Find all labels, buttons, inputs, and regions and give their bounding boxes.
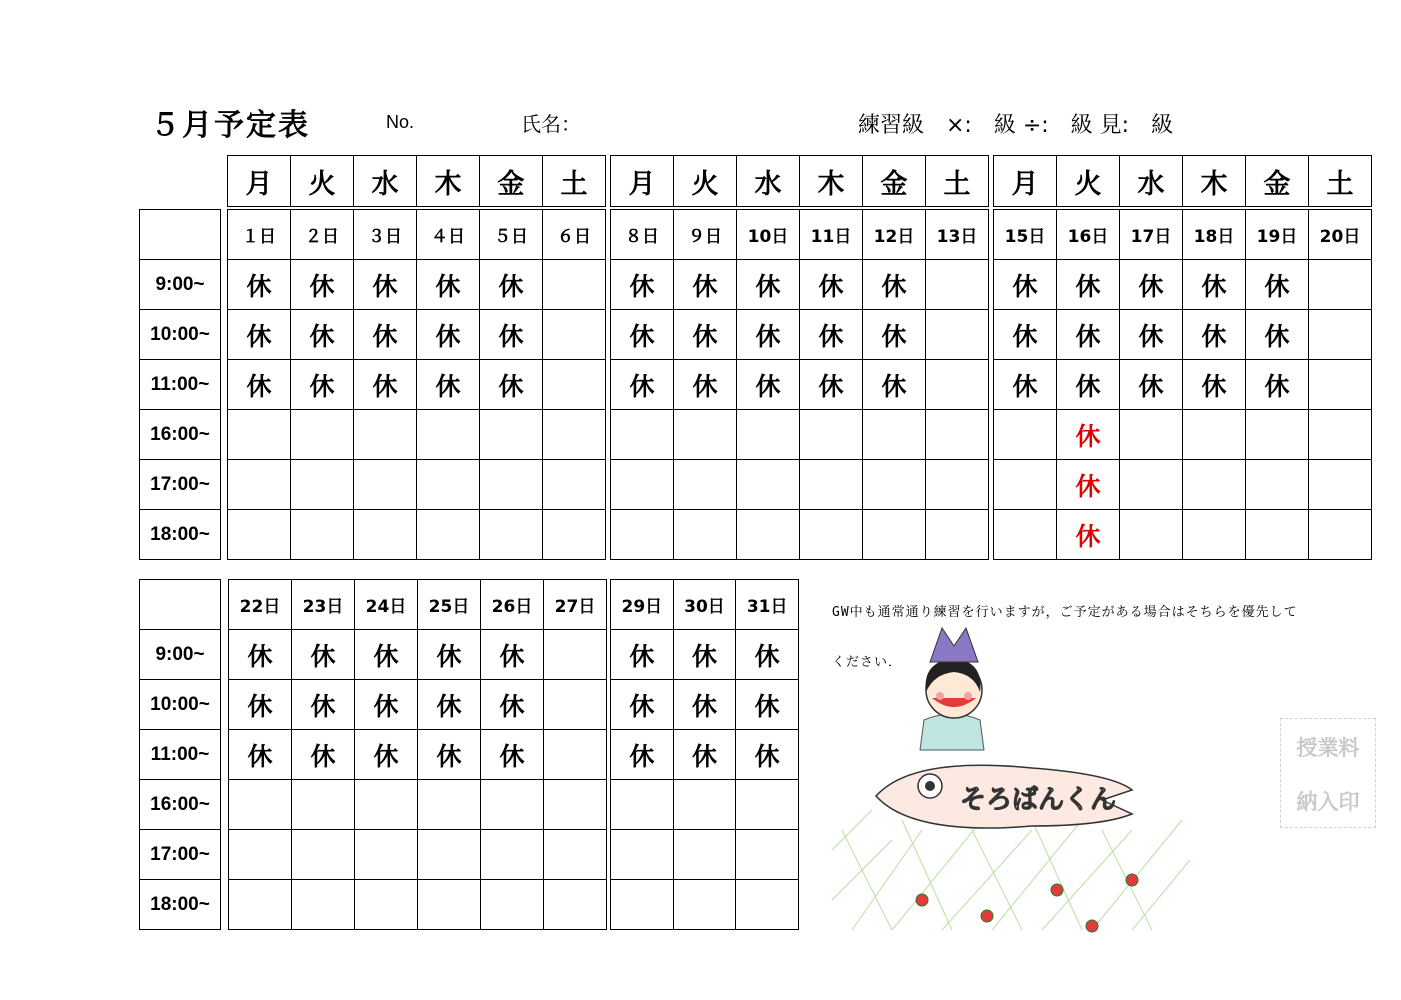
holiday-cell: 休: [481, 730, 544, 780]
schedule-cell: [481, 830, 544, 880]
schedule-cell: [543, 410, 606, 460]
schedule-cell: [291, 410, 354, 460]
schedule-cell: [354, 410, 417, 460]
date-cell: 29日: [611, 580, 674, 630]
schedule-cell: [674, 510, 737, 560]
schedule-cell: [736, 880, 799, 930]
holiday-cell: 休: [292, 730, 355, 780]
schedule-cell: [480, 410, 543, 460]
holiday-cell: 休: [229, 730, 292, 780]
schedule-cell: [544, 680, 607, 730]
date-cell: ２日: [291, 210, 354, 260]
holiday-cell: 休: [737, 260, 800, 310]
schedule-cell: [1246, 410, 1309, 460]
stamp-line-2: 納入印: [1296, 790, 1360, 814]
schedule-cell: [544, 780, 607, 830]
holiday-cell: 休: [355, 680, 418, 730]
schedule-cell: [926, 460, 989, 510]
schedule-cell: [417, 410, 480, 460]
schedule-cell: [228, 410, 291, 460]
holiday-cell: 休: [1057, 510, 1120, 560]
weekday-header-block-3: [993, 155, 1372, 207]
time-column-top: [139, 209, 221, 560]
date-cell: 17日: [1120, 210, 1183, 260]
date-cell: 26日: [481, 580, 544, 630]
schedule-cell: [292, 830, 355, 880]
schedule-cell: [229, 830, 292, 880]
schedule-cell: [1309, 260, 1372, 310]
holiday-cell: 休: [292, 630, 355, 680]
holiday-cell: 休: [863, 310, 926, 360]
date-cell: 12日: [863, 210, 926, 260]
holiday-cell: 休: [480, 310, 543, 360]
schedule-cell: [229, 780, 292, 830]
schedule-cell: [611, 460, 674, 510]
schedule-cell: [926, 260, 989, 310]
schedule-cell: [1246, 510, 1309, 560]
schedule-cell: [481, 880, 544, 930]
holiday-cell: 休: [1246, 310, 1309, 360]
weekday-cell: 木: [1183, 156, 1246, 207]
holiday-cell: 休: [354, 360, 417, 410]
time-slot-label: 16:00~: [140, 410, 221, 460]
schedule-cell: [228, 510, 291, 560]
date-cell: 30日: [673, 580, 736, 630]
student-number-label: No.: [386, 112, 415, 132]
schedule-cell: [611, 880, 674, 930]
schedule-cell: [737, 410, 800, 460]
schedule-cell: [544, 830, 607, 880]
schedule-cell: [228, 460, 291, 510]
schedule-cell: [737, 460, 800, 510]
date-cell: 15日: [994, 210, 1057, 260]
schedule-cell: [480, 510, 543, 560]
holiday-cell: 休: [1120, 260, 1183, 310]
holiday-cell: 休: [1057, 410, 1120, 460]
schedule-cell: [611, 510, 674, 560]
holiday-cell: 休: [291, 310, 354, 360]
weekday-cell: 月: [994, 156, 1057, 207]
time-slot-label: 10:00~: [140, 310, 221, 360]
holiday-cell: 休: [994, 360, 1057, 410]
date-cell: ４日: [417, 210, 480, 260]
date-cell: ８日: [611, 210, 674, 260]
holiday-cell: 休: [229, 630, 292, 680]
schedule-cell: [736, 830, 799, 880]
holiday-cell: 休: [737, 360, 800, 410]
weekday-header-block-1: [227, 155, 606, 207]
schedule-cell: [355, 830, 418, 880]
holiday-cell: 休: [355, 630, 418, 680]
date-block-4: [228, 579, 607, 930]
holiday-cell: 休: [228, 360, 291, 410]
schedule-cell: [994, 410, 1057, 460]
holiday-cell: 休: [418, 630, 481, 680]
schedule-cell: [673, 880, 736, 930]
schedule-cell: [1120, 510, 1183, 560]
holiday-cell: 休: [417, 310, 480, 360]
holiday-cell: 休: [674, 360, 737, 410]
holiday-cell: 休: [1246, 360, 1309, 410]
date-block-3: [993, 209, 1372, 560]
schedule-cell: [292, 880, 355, 930]
holiday-cell: 休: [354, 310, 417, 360]
date-cell: 18日: [1183, 210, 1246, 260]
time-header-blank: [140, 580, 221, 630]
schedule-cell: [926, 360, 989, 410]
holiday-cell: 休: [673, 680, 736, 730]
schedule-cell: [355, 880, 418, 930]
schedule-cell: [1246, 460, 1309, 510]
holiday-cell: 休: [1183, 310, 1246, 360]
date-cell: 23日: [292, 580, 355, 630]
stamp-line-1: 授業料: [1296, 736, 1360, 760]
time-slot-label: 17:00~: [140, 460, 221, 510]
schedule-cell: [544, 630, 607, 680]
holiday-cell: 休: [417, 260, 480, 310]
schedule-cell: [418, 830, 481, 880]
schedule-cell: [737, 510, 800, 560]
weekday-cell: 火: [1057, 156, 1120, 207]
date-cell: ６日: [543, 210, 606, 260]
holiday-cell: 休: [800, 360, 863, 410]
schedule-cell: [543, 510, 606, 560]
notice-line-2: ください．: [832, 655, 903, 670]
holiday-cell: 休: [673, 630, 736, 680]
schedule-cell: [417, 460, 480, 510]
holiday-cell: 休: [1057, 460, 1120, 510]
holiday-cell: 休: [1246, 260, 1309, 310]
schedule-cell: [863, 460, 926, 510]
schedule-cell: [926, 510, 989, 560]
holiday-cell: 休: [481, 680, 544, 730]
schedule-cell: [863, 510, 926, 560]
holiday-cell: 休: [674, 260, 737, 310]
schedule-cell: [1309, 360, 1372, 410]
schedule-cell: [418, 880, 481, 930]
schedule-cell: [1183, 410, 1246, 460]
weekday-cell: 火: [291, 156, 354, 207]
weekday-header-block-2: [610, 155, 989, 207]
holiday-cell: 休: [611, 730, 674, 780]
schedule-cell: [417, 510, 480, 560]
weekday-cell: 水: [354, 156, 417, 207]
schedule-cell: [481, 780, 544, 830]
schedule-cell: [418, 780, 481, 830]
schedule-cell: [1309, 310, 1372, 360]
holiday-cell: 休: [994, 310, 1057, 360]
schedule-cell: [800, 510, 863, 560]
holiday-cell: 休: [1057, 310, 1120, 360]
time-slot-label: 17:00~: [140, 830, 221, 880]
weekday-cell: 土: [1309, 156, 1372, 207]
time-slot-label: 11:00~: [140, 730, 221, 780]
schedule-cell: [291, 510, 354, 560]
schedule-cell: [926, 410, 989, 460]
schedule-cell: [800, 460, 863, 510]
holiday-cell: 休: [673, 730, 736, 780]
holiday-cell: 休: [418, 730, 481, 780]
schedule-cell: [1309, 460, 1372, 510]
time-slot-label: 18:00~: [140, 510, 221, 560]
holiday-cell: 休: [736, 630, 799, 680]
schedule-cell: [543, 310, 606, 360]
schedule-cell: [736, 780, 799, 830]
date-block-5: [610, 579, 799, 930]
date-cell: 20日: [1309, 210, 1372, 260]
time-slot-label: 9:00~: [140, 630, 221, 680]
holiday-cell: 休: [228, 260, 291, 310]
holiday-cell: 休: [481, 630, 544, 680]
holiday-cell: 休: [1057, 360, 1120, 410]
holiday-cell: 休: [863, 260, 926, 310]
holiday-cell: 休: [611, 630, 674, 680]
schedule-cell: [611, 780, 674, 830]
schedule-cell: [544, 880, 607, 930]
holiday-cell: 休: [800, 260, 863, 310]
weekday-cell: 木: [800, 156, 863, 207]
date-cell: 13日: [926, 210, 989, 260]
holiday-cell: 休: [291, 260, 354, 310]
holiday-cell: 休: [229, 680, 292, 730]
holiday-cell: 休: [355, 730, 418, 780]
schedule-cell: [291, 460, 354, 510]
holiday-cell: 休: [800, 310, 863, 360]
schedule-cell: [674, 410, 737, 460]
schedule-cell: [229, 880, 292, 930]
date-cell: ９日: [674, 210, 737, 260]
notice-text: [832, 588, 1382, 688]
holiday-cell: 休: [1057, 260, 1120, 310]
holiday-cell: 休: [228, 310, 291, 360]
schedule-cell: [543, 360, 606, 410]
date-cell: ５日: [480, 210, 543, 260]
weekday-cell: 金: [480, 156, 543, 207]
holiday-cell: 休: [480, 260, 543, 310]
schedule-cell: [994, 510, 1057, 560]
holiday-cell: 休: [354, 260, 417, 310]
schedule-cell: [1309, 510, 1372, 560]
schedule-cell: [480, 460, 543, 510]
schedule-cell: [355, 780, 418, 830]
holiday-cell: 休: [611, 310, 674, 360]
schedule-cell: [611, 410, 674, 460]
holiday-cell: 休: [611, 360, 674, 410]
weekday-cell: 金: [863, 156, 926, 207]
schedule-cell: [292, 780, 355, 830]
holiday-cell: 休: [480, 360, 543, 410]
schedule-cell: [926, 310, 989, 360]
date-cell: ３日: [354, 210, 417, 260]
schedule-cell: [1309, 410, 1372, 460]
date-cell: 27日: [544, 580, 607, 630]
date-cell: 25日: [418, 580, 481, 630]
time-slot-label: 11:00~: [140, 360, 221, 410]
date-block-2: [610, 209, 989, 560]
time-slot-label: 9:00~: [140, 260, 221, 310]
schedule-cell: [673, 830, 736, 880]
holiday-cell: 休: [611, 680, 674, 730]
weekday-cell: 月: [228, 156, 291, 207]
date-cell: 31日: [736, 580, 799, 630]
holiday-cell: 休: [1183, 260, 1246, 310]
schedule-cell: [544, 730, 607, 780]
holiday-cell: 休: [994, 260, 1057, 310]
carp-caption: そろばんくん: [960, 785, 1117, 815]
schedule-cell: [611, 830, 674, 880]
date-cell: 11日: [800, 210, 863, 260]
holiday-cell: 休: [418, 680, 481, 730]
schedule-cell: [543, 260, 606, 310]
weekday-cell: 木: [417, 156, 480, 207]
weekday-cell: 火: [674, 156, 737, 207]
time-header-blank: [140, 210, 221, 260]
date-cell: 16日: [1057, 210, 1120, 260]
time-slot-label: 16:00~: [140, 780, 221, 830]
holiday-cell: 休: [1183, 360, 1246, 410]
schedule-cell: [1183, 510, 1246, 560]
date-block-1: [227, 209, 606, 560]
date-cell: 19日: [1246, 210, 1309, 260]
weekday-cell: 水: [1120, 156, 1183, 207]
holiday-cell: 休: [291, 360, 354, 410]
holiday-cell: 休: [1120, 360, 1183, 410]
schedule-cell: [800, 410, 863, 460]
holiday-cell: 休: [417, 360, 480, 410]
schedule-cell: [354, 510, 417, 560]
holiday-cell: 休: [674, 310, 737, 360]
date-cell: 10日: [737, 210, 800, 260]
page-title: ５月予定表: [150, 108, 310, 143]
time-column-bottom: [139, 579, 221, 930]
weekday-cell: 月: [611, 156, 674, 207]
holiday-cell: 休: [736, 680, 799, 730]
holiday-cell: 休: [736, 730, 799, 780]
schedule-cell: [354, 460, 417, 510]
weekday-cell: 土: [543, 156, 606, 207]
schedule-cell: [1120, 460, 1183, 510]
student-name-label: 氏名：: [521, 112, 581, 136]
holiday-cell: 休: [1120, 310, 1183, 360]
schedule-cell: [543, 460, 606, 510]
date-cell: 22日: [229, 580, 292, 630]
notice-line-1: GW中も通常通り練習を行いますが，ご予定がある場合はそちらを優先して: [832, 605, 1298, 620]
practice-grade-label: 練習級 ×: 級 ÷: 級 見: 級: [858, 113, 1174, 138]
holiday-cell: 休: [863, 360, 926, 410]
schedule-cell: [863, 410, 926, 460]
weekday-cell: 水: [737, 156, 800, 207]
schedule-cell: [1183, 460, 1246, 510]
weekday-cell: 金: [1246, 156, 1309, 207]
schedule-cell: [674, 460, 737, 510]
tuition-stamp-box: [1280, 718, 1376, 828]
schedule-cell: [994, 460, 1057, 510]
holiday-cell: 休: [611, 260, 674, 310]
schedule-cell: [1120, 410, 1183, 460]
schedule-cell: [673, 780, 736, 830]
holiday-cell: 休: [737, 310, 800, 360]
date-cell: 24日: [355, 580, 418, 630]
holiday-cell: 休: [292, 680, 355, 730]
time-slot-label: 18:00~: [140, 880, 221, 930]
time-slot-label: 10:00~: [140, 680, 221, 730]
weekday-cell: 土: [926, 156, 989, 207]
date-cell: １日: [228, 210, 291, 260]
